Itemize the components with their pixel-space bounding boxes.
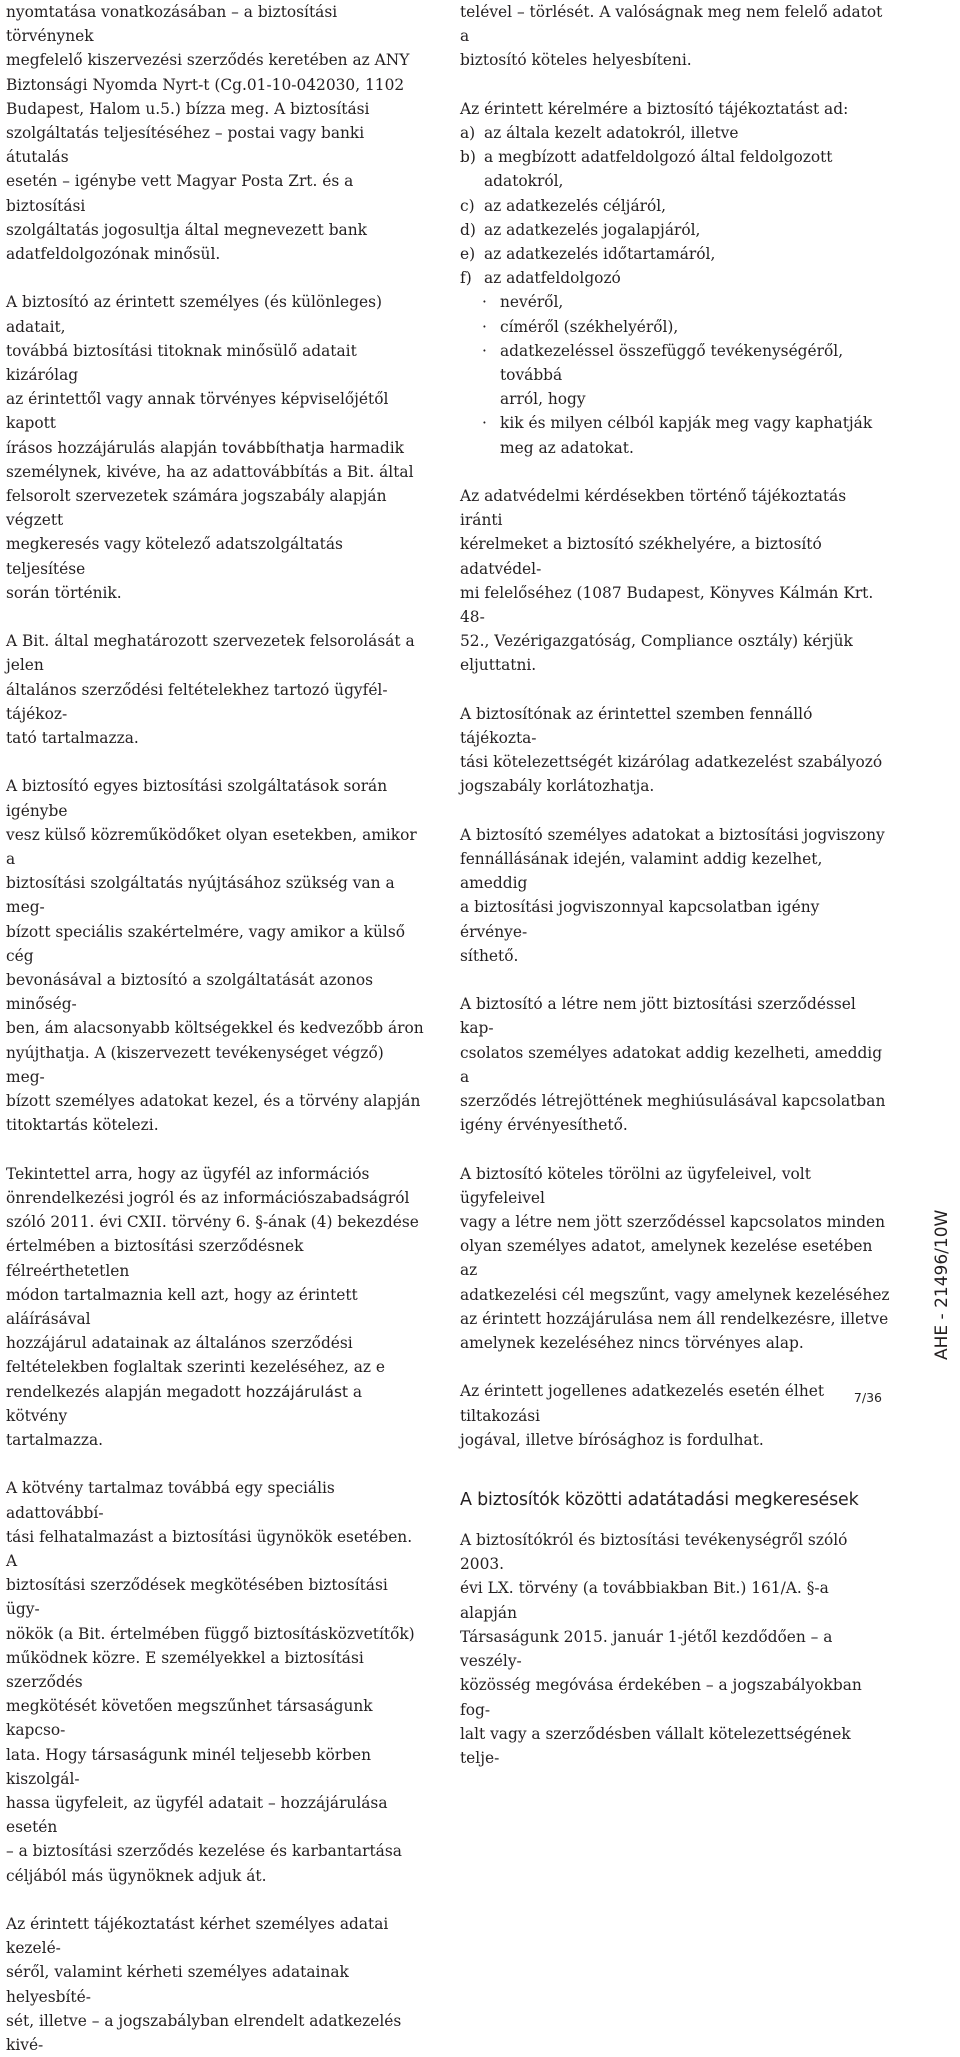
section-heading: A biztosítók közötti adatátadási megkeresések — [460, 1490, 859, 1511]
page-number: 7/36 — [853, 1390, 882, 1405]
text-run: Tekintettel arra, hogy az ügyfél az információs önrendelkezési jogról és az információszabadságról szóló 2011. évi CXII. törvény 6. §-ának (4) bekezdése értelmében a biztosítási szerződésnek félreérthetetlen módon tartalmaznia kell azt, hogy az érintett aláírásával hozzájárul adatainak az általános szerződési feltételekben foglaltak szerinti kezeléséhez, az e rendelkezés alapján megadott — [6, 1164, 419, 1401]
list-label: a) — [460, 124, 476, 142]
emphasized-term: hozzájárulást — [245, 1382, 349, 1401]
list-item — [460, 121, 890, 145]
list-label: d) — [460, 220, 476, 239]
text-run: A biztosító az érintett személyes (és különleges) adatait, továbbá biztosítási titoknak minősülő adatait kizárólag az érintettől vagy annak törvényes képviselőjétől kapott írásos hozzájárulás alapján — [6, 293, 389, 457]
paragraph: Az érintett kérelmére a biztosító tájékoztatást ad: — [460, 99, 849, 118]
paragraph: A biztosító a létre nem jött biztosítási szerződéssel kap- csolatos személyes adatokat addig kezelheti, ameddig a szerződés létrejöttének meghiúsulásával kapcsolatban igény érvényesíthető. — [460, 995, 886, 1135]
sub-list-item — [460, 339, 890, 412]
list-text: az általa kezelt adatokról, illetve — [484, 124, 739, 142]
text-run: a kötvény tartalmazza. — [6, 1382, 363, 1449]
list-text: kik és milyen célból kapják meg vagy kaphatják meg az adatokat. — [500, 414, 873, 457]
bullet-icon: · — [482, 293, 487, 312]
paragraph: A biztosító egyes biztosítási szolgáltatások során igénybe vesz külső közreműködőket olyan esetekben, amikor a biztosítási szolgáltatás nyújtásához szükség van a meg- bízott speciális szakértelmére, vagy amikor a külső cég bevonásával a biztosító a szolgáltatását azonos minőség- ben, ám alacsonyabb költségekkel és kedvezőbb áron nyújthatja. A (kiszervezett tevékenységet végző) meg- bízott személyes adatokat kezel, és a törvény alapján titoktartás kötelezi. — [6, 777, 424, 1135]
paragraph: Az érintett tájékoztatást kérhet személyes adatai kezelé- séről, valamint kérheti személyes adatainak helyesbíté- sét, illetve – a jogszabályban elrendelt adatkezelés kivé- — [6, 1914, 402, 2054]
list-text: az adatkezelés céljáról, — [484, 196, 667, 215]
paragraph: A Bit. által meghatározott szervezetek felsorolását a jelen általános szerződési feltételekhez tartozó ügyfél-tájékoz- tató tartalmazza. — [6, 632, 415, 748]
sub-list-item — [460, 290, 890, 314]
bullet-icon: · — [482, 317, 487, 336]
paragraph — [6, 1162, 424, 1452]
list-text: adatkezeléssel összefüggő tevékenységéről, továbbá arról, hogy — [500, 341, 844, 409]
info-list — [460, 121, 890, 460]
paragraph: Az adatvédelmi kérdésekben történő tájékoztatás iránti kérelmeket a biztosító székhelyére, a biztosító adatvédel- mi felelőséhez (1087 Budapest, Könyves Kálmán Krt. 48- 52., Vezérigazgatóság, Compliance osztály) kérjük eljuttatni. — [460, 487, 874, 675]
list-text: az adatkezelés jogalapjáról, — [484, 220, 701, 239]
paragraph: A kötvény tartalmaz továbbá egy speciális adattovábbí- tási felhatalmazást a biztosítási ügynökök esetében. A biztosítási szerződések megkötésében biztosítási ügy- nökök (a Bit. értelmében függő biztosításközvetítők) működnek közre. E személyekkel a biztosítási szerződés megkötését követően megszűnhet társaságunk kapcso- lata. Hogy társaságunk minél teljesebb körben kiszolgál- hassa ügyfeleit, az ügyfél adatait – hozzájárulása esetén – a biztosítási szerződés kezelése és karbantartása céljából más ügynöknek adjuk át. — [6, 1479, 415, 1885]
emphasized-term: továbbíthatja — [221, 438, 325, 457]
list-label: c) — [460, 196, 475, 215]
paragraph: A biztosítókról és biztosítási tevékenységről szóló 2003. évi LX. törvény (a továbbiakban Bit.) 161/A. §-a alapján Társaságunk 2015. január 1-jétől kezdődően – a veszély- közösség megóvása érdekében – a jogszabályokban fog- lalt vagy a szerződésben vállalt kötelezettségének telje- — [460, 1531, 862, 1767]
text-run: harmadik személynek, kivéve, ha az adattovábbítás a Bit. által felsorolt szervezetek számára jogszabály alapján végzett megkeresés vagy kötelező adatszolgáltatás teljesítése során történik. — [6, 438, 414, 602]
list-item — [460, 194, 890, 218]
bullet-icon: · — [482, 341, 487, 360]
paragraph: telével – törlését. A valóságnak meg nem felelő adatot a biztosító köteles helyesbíteni. — [460, 3, 883, 70]
sub-list-item — [460, 411, 890, 459]
list-item — [460, 266, 890, 290]
list-text: az adatfeldolgozó — [484, 269, 621, 288]
right-column — [460, 0, 890, 1770]
bullet-icon: · — [482, 414, 487, 433]
paragraph: Az érintett jogellenes adatkezelés esetén élhet tiltakozási jogával, illetve bírósághoz is fordulhat. — [460, 1382, 825, 1449]
list-label: e) — [460, 245, 476, 264]
list-item — [460, 218, 890, 242]
list-item — [460, 145, 890, 193]
paragraph: A biztosító személyes adatokat a biztosítási jogviszony fennállásának idején, valamint addig kezelhet, ameddig a biztosítási jogviszonnyal kapcsolatban igény érvénye- síthető. — [460, 825, 885, 965]
paragraph: A biztosító köteles törölni az ügyfeleivel, volt ügyfeleivel vagy a létre nem jött szerződéssel kapcsolatos minden olyan személyes adatot, amelynek kezelése esetében az adatkezelési cél megszűnt, vagy amelynek kezeléséhez az érintett hozzájárulása nem áll rendelkezésre, illetve amelynek kezeléséhez nincs törvényes alap. — [460, 1164, 890, 1353]
left-column — [6, 0, 424, 2057]
list-item — [460, 242, 890, 266]
list-text: nevéről, — [500, 293, 564, 312]
document-code: AHE - 21496/10W — [932, 1209, 952, 1360]
paragraph: nyomtatása vonatkozásában – a biztosítási törvénynek megfelelő kiszervezési szerződés keretében az ANY Biztonsági Nyomda Nyrt-t (Cg.01-10-042030, 1102 Budapest, Halom u.5.) bízza meg. A biztosítási szolgáltatás teljesítéséhez – postai vagy banki átutalás esetén – igénybe vett Magyar Posta Zrt. és a biztosítási szolgáltatás jogosultja által megnevezett bank adatfeldolgozónak minősül. — [6, 3, 410, 264]
paragraph — [6, 290, 424, 605]
paragraph: A biztosítónak az érintettel szemben fennálló tájékozta- tási kötelezettségét kizárólag adatkezelést szabályozó jogszabály korlátozhatja. — [460, 704, 883, 796]
list-label: b) — [460, 148, 476, 167]
sub-list-item — [460, 315, 890, 339]
list-text: címéről (székhelyéről), — [500, 317, 679, 336]
list-label: f) — [460, 269, 472, 288]
list-text: az adatkezelés időtartamáról, — [484, 245, 716, 264]
list-text: a megbízott adatfeldolgozó által feldolgozott adatokról, — [484, 148, 833, 191]
